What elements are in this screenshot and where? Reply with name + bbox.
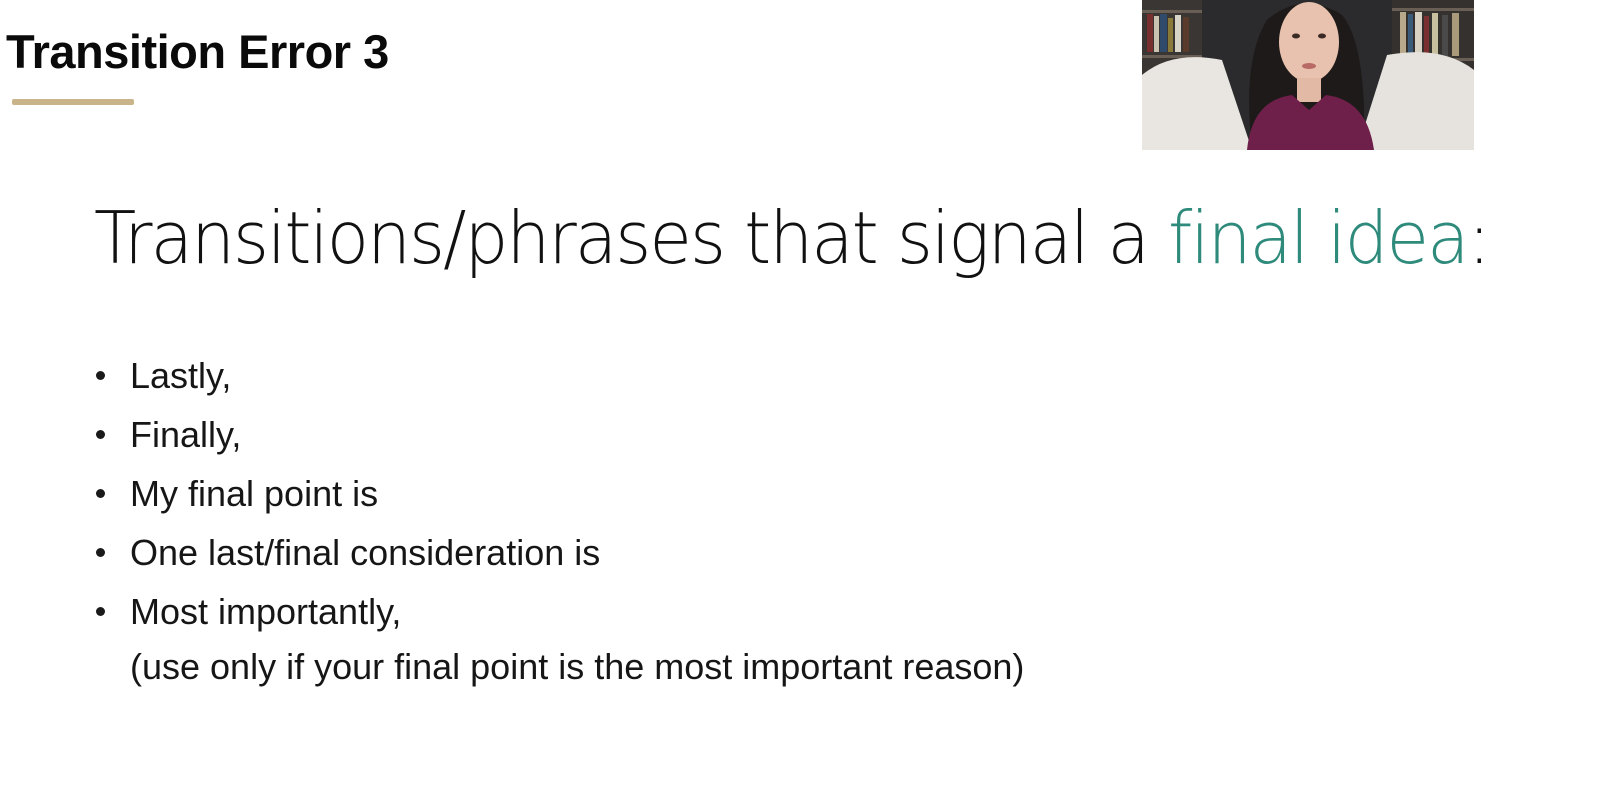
bullet-icon (96, 371, 105, 380)
list-item (94, 591, 600, 650)
headline (94, 188, 1489, 288)
list-item (94, 532, 600, 591)
title-underline (12, 99, 134, 105)
bullet-icon (96, 548, 105, 557)
bullet-icon (96, 430, 105, 439)
bullet-text: Most importantly, (130, 591, 402, 632)
headline-suffix: : (1467, 196, 1489, 280)
bullet-text: My final point is (130, 473, 379, 514)
webcam-video (1142, 0, 1474, 150)
bullet-text: Finally, (130, 414, 242, 455)
slide-title: Transition Error 3 (6, 25, 389, 78)
headline-prefix: Transitions/phrases that signal a (94, 196, 1168, 280)
presenter-video-frame (1142, 0, 1474, 150)
list-item (94, 414, 600, 473)
bullet-text: Lastly, (130, 355, 232, 396)
bullet-icon (96, 489, 105, 498)
list-item (94, 355, 600, 414)
headline-accent: final idea (1167, 196, 1468, 280)
bullet-note: (use only if your final point is the most important reason) (130, 646, 1025, 687)
bullet-icon (96, 607, 105, 616)
list-item (94, 473, 600, 532)
bullet-text: One last/final consideration is (130, 532, 601, 573)
bullet-list (94, 355, 600, 650)
